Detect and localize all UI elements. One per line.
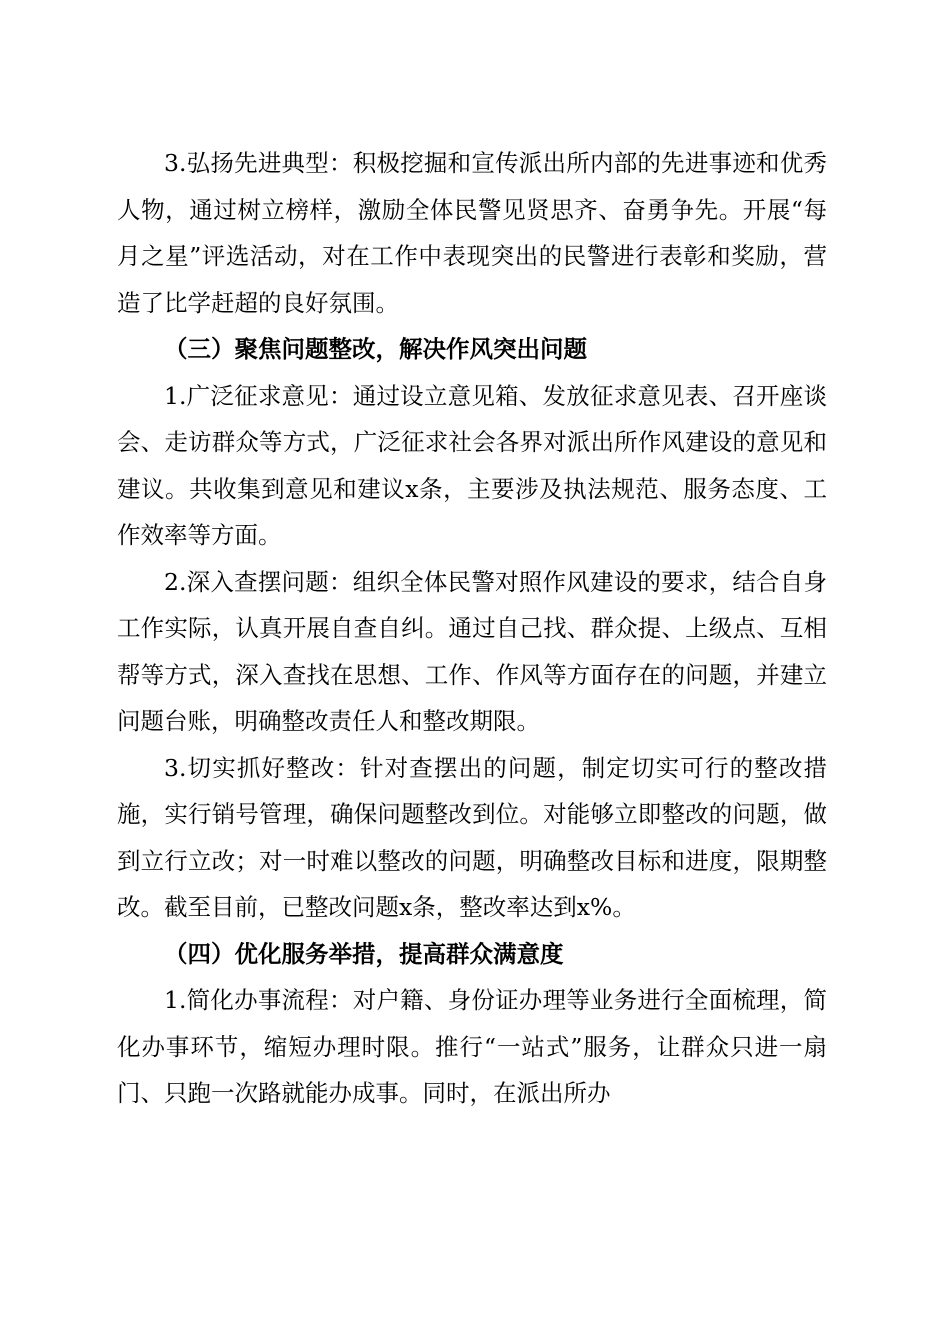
paragraph-identify-problems: 2.深入查摆问题：组织全体民警对照作风建设的要求，结合自身工作实际，认真开展自查自纠。通过自己找、群众提、上级点、互相帮等方式，深入查找在思想、工作、作风等方面存在的问题，并建立问题台账，明确整改责任人和整改期限。 (117, 567, 827, 735)
document-page (117, 140, 827, 1117)
section-heading-problem-rectification: （三）聚焦问题整改，解决作风突出问题 (164, 335, 587, 363)
paragraph-simplify-process: 1.简化办事流程：对户籍、身份证办理等业务进行全面梳理，简化办事环节，缩短办理时限。推行“一站式”服务，让群众只进一扇门、只跑一次路就能办成事。同时，在派出所办 (117, 986, 827, 1107)
paragraph-promote-advanced-models: 3.弘扬先进典型：积极挖掘和宣传派出所内部的先进事迹和优秀人物，通过树立榜样，激励全体民警见贤思齐、奋勇争先。开展“每月之星”评选活动，对在工作中表现突出的民警进行表彰和奖励，营造了比学赶超的良好氛围。 (117, 149, 827, 317)
section-heading-optimize-service: （四）优化服务举措，提高群众满意度 (164, 939, 564, 968)
paragraph-rectification: 3.切实抓好整改：针对查摆出的问题，制定切实可行的整改措施，实行销号管理，确保问题整改到位。对能够立即整改的问题，做到立行立改；对一时难以整改的问题，明确整改目标和进度，限期整改。截至目前，已整改问题x条，整改率达到x%。 (117, 753, 827, 921)
paragraph-solicit-opinions: 1.广泛征求意见：通过设立意见箱、发放征求意见表、召开座谈会、走访群众等方式，广泛征求社会各界对派出所作风建设的意见和建议。共收集到意见和建议x条，主要涉及执法规范、服务态度、工作效率等方面。 (117, 381, 827, 549)
